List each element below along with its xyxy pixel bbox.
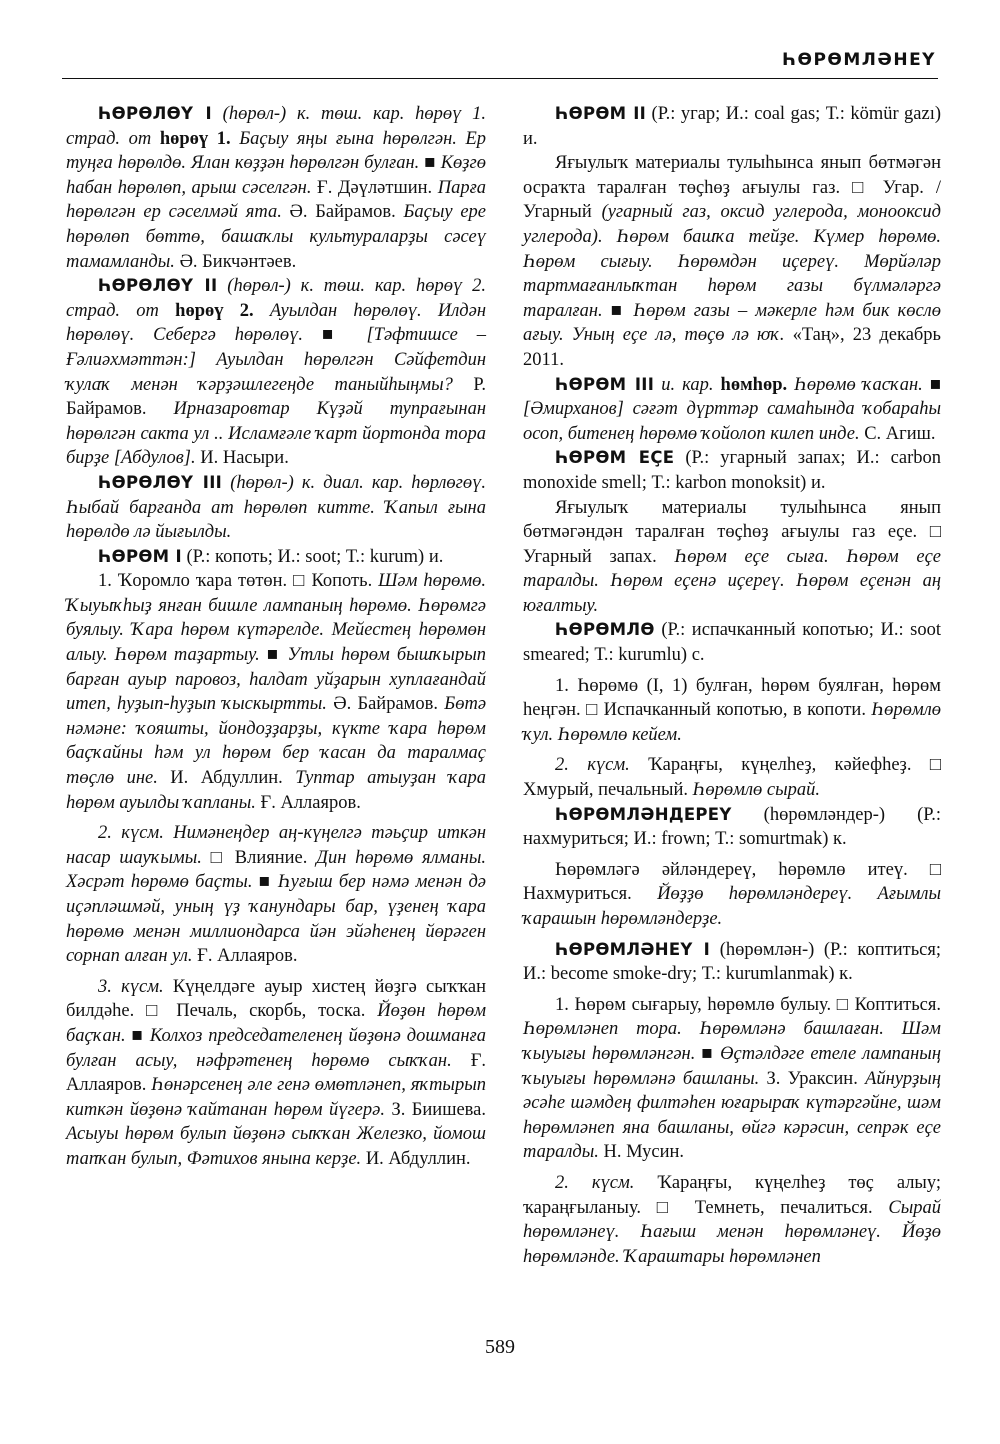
example: Утлы һөрөм бышҡырып барған ауыр паровоз, һалдат уйҙарын хуплағандай итеп, һуҙып-һуҙып ҡыскыртты. <box>66 645 486 715</box>
box-icon: □ <box>836 994 849 1015</box>
russian-equivalent-note: (угарный газ, оксид углерода, монооксид углерода). <box>523 202 942 247</box>
russian-equivalent: Копоть. <box>311 571 373 592</box>
entry-horom-ese <box>523 446 941 495</box>
russian-equivalent: Испачканный копотью, в копоти. <box>603 700 866 721</box>
sense-paragraph <box>523 753 941 802</box>
example: Һөрөм еҫе сыға. Һөрөм еҫе таралды. Һөрөм еҫенә иҫереү. Һөрөм еҫенән аң юғалтыу. <box>523 546 942 616</box>
sense-paragraph <box>66 569 486 815</box>
example: Көҙгө һабан һөрөлөп, арыш сәселгән. <box>66 153 486 198</box>
box-icon: □ <box>852 177 871 198</box>
sense-label: 2. күсм. <box>98 823 164 844</box>
sense-paragraph <box>523 151 941 372</box>
example: Һөрөм газы – мәкерле һәм бик көслө ағыу. Уның еҫе лә, төҫө лә юҡ. <box>523 300 941 346</box>
sense-label: 1. Ҡоромло ҡара төтөн. <box>98 571 288 592</box>
grammar-label: (һөрөмлән-) (Р.: коптиться; И.: become smoke-dry; Т.: kurumlanmak) к. <box>523 939 941 985</box>
example: Дин һөрөмө ялманы. Хәсрәт һөрөмө баҫты. <box>66 847 487 893</box>
example-marker: ■ <box>929 374 942 395</box>
right-column <box>523 102 941 1269</box>
author: Ә. Байрамов. <box>333 694 438 715</box>
grammar-label: (Р.: копоть; И.: soot; Т.: kurum) и. <box>186 546 444 567</box>
definition: Нимәнеңдер аң-күңелгә тәьҫир иткән насар шауҡымы. <box>66 823 487 868</box>
entry-horom-3 <box>523 373 941 447</box>
example: Йөҙөн һөрөм баҫҡан. <box>66 1001 487 1046</box>
example-marker: ■ <box>266 645 281 666</box>
sense-paragraph <box>523 1171 941 1269</box>
grammar-label: (һөрөл-) к. диал. кар. һөрлөгөү. <box>230 472 487 493</box>
headword: ҺӨРӨЛӨҮ I <box>98 104 212 123</box>
example: Һыбай барғанда ат һөрөлөп китте. Ҡапыл ғына һөрөлдө лә йығылды. <box>66 497 486 543</box>
sense-label: 1. страд. от <box>66 104 487 149</box>
author: Ғ. Дәүләтшин. <box>317 177 433 198</box>
example: Һөнәрсенең әле генә өмөтләнеп, яҡтырып киткән йөҙөнә ҡайтанан һөрөм йүгерә. <box>66 1075 486 1120</box>
entry-horoloy-3 <box>66 471 486 545</box>
example: Һөрөмлө ҡул. Һөрөмлө кейем. <box>523 700 942 745</box>
headword: ҺӨРӨМ III <box>555 374 655 394</box>
sense-label: 2. страд. от <box>66 276 487 321</box>
author: Ә. Бикчәнтәев. <box>179 251 297 272</box>
example: Шәм һөрөмө. Ҡыуыҡһыҙ янған бишле лампаның һөрөмө. Һөрөмгә буялыу. Ҡара һөрөм күтәрелде. Мейестең һөрөмөн алыу. Һөрөм таҙартыу. <box>66 571 487 666</box>
definition: Ҡараңғы, күңелһеҙ төҫ алыу; ҡараңғыланыу. <box>523 1172 942 1218</box>
box-icon: □ <box>586 700 599 721</box>
sense-label: 1. <box>555 675 569 696</box>
russian-equivalent: Угарный запах. <box>523 546 657 567</box>
example: Һөрөмлө сырай. <box>692 780 820 801</box>
sense-paragraph <box>523 496 941 619</box>
example: Айнурҙың әсәһе шәмдең филтәһен юғарыраҡ күтәргәйне, шәм һөрөмләнеп яна башланы, өйгә кәрәсин, сепрәк еҫе таралды. <box>523 1068 941 1163</box>
example-marker: ■ <box>258 872 272 893</box>
box-icon: □ <box>146 1001 165 1022</box>
box-icon: □ <box>929 859 941 880</box>
headword: ҺӨРӨМЛӘНЕҮ I <box>555 939 711 959</box>
headword: ҺӨРӨМЛӘНДЕРЕҮ <box>555 804 732 824</box>
example: [Тәфтишсе – Ғәлиәхмәттән:] Ауылдан һөрөлгән Сәйфетдин ҡулаҡ менән ҡәрҙәшлегеңде таныйһыңмы? <box>66 325 487 395</box>
example: Бөтә нәмәне: ҡояшты, йондоҙҙарҙы, күкте ҡара һөрөм баҫҡайны һәм ул һөрөм бер ҡасан да таралмаҫ төҫлө ине. <box>66 694 487 789</box>
author: Р. Байрамов. <box>66 374 486 420</box>
sense-paragraph <box>523 674 941 748</box>
grammar-label: (һөрөл-) к. төш. кар. һөрөү <box>227 276 463 297</box>
sense-label: 2. күсм. <box>555 1172 635 1193</box>
headword: ҺӨРӨМ ЕҪЕ <box>555 448 675 468</box>
header-rule <box>62 78 938 79</box>
headword: ҺӨРӨМЛӨ <box>555 620 655 640</box>
russian-equivalent: Коптиться. <box>854 994 941 1015</box>
russian-equivalent: Влияние. <box>234 847 308 868</box>
definition: Күңелдәге ауыр хистең йөҙгә сыҡҡан билдәһе. <box>66 976 487 1022</box>
example: Колхоз председателенең йөҙөнә дошманға булған асыу, нәфрәтенең һөрөмө сыҡҡан. <box>66 1025 487 1071</box>
russian-equivalent: Печаль, скорбь, тоска. <box>176 1001 366 1022</box>
definition: Яғыулыҡ материалы тулыһынса янып бөтмәгәндән таралған төҫһөҙ ағыулы газ еҫе. <box>523 497 941 543</box>
cross-reference: һөрөү 1. <box>159 128 231 149</box>
cross-reference: һөрөү 2. <box>175 300 254 321</box>
example-marker: ■ <box>701 1043 715 1064</box>
running-head: ҺӨРӨМЛӘНЕҮ <box>782 50 936 70</box>
author: З. Ураксин. <box>766 1068 858 1089</box>
russian-equivalent: Угар. / Угарный <box>523 177 942 223</box>
example: Асыуы һөрөм булып йөҙөнә сыҡҡан Железко, йомош тапҡан булып, Фәтихов янына керҙе. <box>66 1124 486 1169</box>
definition: Һөрөм сығарыу, һөрөмлө булыу. <box>574 994 832 1015</box>
sense-label: 1. <box>555 994 569 1015</box>
sense-paragraph <box>523 858 941 932</box>
definition: Һөрөмләгә әйләндереү, һөрөмлө итеү. <box>555 859 908 880</box>
sense-paragraph <box>66 821 486 969</box>
entry-horoloy-1 <box>66 102 486 274</box>
entry-horom-2 <box>523 102 941 151</box>
example: Ирназаровтар Күҙәй тупрағынан һөрөлгән сакта ул .. Исламғәле ҡарт йортонда тора бирҙе [Абдулов]. <box>66 399 486 469</box>
grammar-label: (Р.: испачканный копотью; И.: soot smeared; Т.: kurumlu) с. <box>523 620 942 666</box>
example: Өҫтәлдәге етеле лампаның ҡыуығы һөрөмләнә башланы. <box>523 1043 942 1089</box>
headword: ҺӨРӨЛӨҮ III <box>98 472 223 492</box>
example: Һөрөмө ҡасҡан. <box>794 374 923 395</box>
entry-horomlenderey <box>523 803 941 852</box>
definition: Һөрөмө (I, 1) булған, һөрөм буялған, һөрөм һеңгән. <box>523 675 942 721</box>
russian-equivalent: Темнеть, печалиться. <box>694 1197 873 1218</box>
example: [Әмирханов] сәғәт дүрттәр самаһында ҡобараһы осоп, битенең һөрөмө ҡойолоп килеп инде. <box>523 399 941 444</box>
grammar-label: (Р.: угарный запах; И.: carbon monoxide smell; Т.: karbon monoksit) и. <box>523 448 942 493</box>
author: Ә. Байрамов. <box>289 202 396 223</box>
author: И. Насыри. <box>200 448 289 469</box>
example: Һөрөмләнеп тора. Һөрөмләнә башлаған. Шәм ҡыуығы һөрөмләнгән. <box>523 1019 941 1064</box>
example: Ауылдан һөрөлөү. Илдән һөрөлөү. Себергә һөрөлөү. <box>66 300 487 346</box>
example: Һуғыш бер нәмә менән дә иҫәпләшмәй, уның үҙ ҡанундары бар, үҙенең ҡара һөрөмө менән миллиондарса йән эйәһенең йөрәген сорнап алған ул. <box>66 872 487 967</box>
example: Туптар атыуҙан ҡара һөрөм ауылды ҡапланы. <box>66 768 487 813</box>
left-column <box>66 102 486 1172</box>
russian-equivalent: Хмурый, печальный. <box>523 780 689 801</box>
grammar-label: (һөрөл-) к. төш. кар. һөрөү <box>222 104 462 124</box>
entry-horomleney-1 <box>523 938 941 987</box>
author: Ғ. Аллаяров. <box>260 792 361 813</box>
russian-equivalent: Нахмуриться. <box>523 884 632 905</box>
example: Һөрөм башҡа тейҙе. Күмер һөрөмө. Һөрөм сығыу. Һөрөмдән иҫереү. Мөрйәләр тартмағанлыҡтан һөрөм газы бүлмәләргә таралған. <box>523 226 941 321</box>
example-marker: ■ <box>610 300 626 321</box>
sense-paragraph <box>523 993 941 1165</box>
grammar-label: и. кар. <box>661 374 714 395</box>
definition: Ҡараңғы, күңелһеҙ, кәйефһеҙ. <box>648 755 912 776</box>
entry-horoloy-2 <box>66 274 486 471</box>
example: Парға һөрөлгән ер сәселмәй ята. <box>66 177 487 223</box>
author: И. Абдуллин. <box>170 768 283 789</box>
entry-horom-1 <box>66 545 486 570</box>
example-marker: ■ <box>131 1025 144 1046</box>
grammar-label: (һөрөмләндер-) (Р.: нахмуриться; И.: frown; Т.: somurtmak) к. <box>523 804 942 850</box>
definition: Яғыулыҡ материалы тулыһынса янып бөтмәгән осраҡта таралған төҫһөҙ ағыулы газ. <box>523 153 941 198</box>
cross-reference: һөмһөр. <box>720 374 788 395</box>
example-marker: ■ <box>424 153 436 174</box>
example-marker: ■ <box>321 325 348 346</box>
author: Ғ. Аллаяров. <box>66 1050 487 1096</box>
sense-label: 2. күсм. <box>555 755 630 776</box>
headword: ҺӨРӨМ II <box>555 104 647 123</box>
box-icon: □ <box>293 571 306 592</box>
sense-label: 3. күсм. <box>98 976 164 997</box>
example: Йөҙҙө һөрөмләндереү. Ағымлы ҡарашын һөрөмләндерҙе. <box>523 884 942 929</box>
headword: ҺӨРӨЛӨҮ II <box>98 276 218 296</box>
author: Н. Мусин. <box>603 1142 685 1163</box>
author: Ғ. Аллаяров. <box>197 946 298 967</box>
grammar-label: (Р.: угар; И.: coal gas; Т.: kömür gazı) и. <box>523 104 942 149</box>
box-icon: □ <box>929 755 942 776</box>
example: Баҫыу яңы ғына һөрөлгән. Ер туңға һөрөлдө. Ялан көҙҙән һөрөлгән булған. <box>66 128 487 174</box>
box-icon: □ <box>210 847 226 868</box>
author: И. Абдуллин. <box>365 1148 471 1169</box>
example: Баҫыу ере һөрөлөп бөттө, башаҡлы культураларҙы сәсеү тамамланды. <box>66 202 486 272</box>
example: Сырай һөрөмләнеү. Һағыш менән һөрөмләнеү. Йөҙө һөрөмләнде. Ҡараштары һөрөмләнеп <box>523 1197 942 1267</box>
box-icon: □ <box>656 1197 680 1218</box>
box-icon: □ <box>929 522 942 543</box>
sense-paragraph <box>66 975 486 1172</box>
author: З. Биишева. <box>391 1099 486 1120</box>
entry-horomlo <box>523 618 941 667</box>
headword: ҺӨРӨМ I <box>98 546 182 566</box>
author: «Таң», 23 декабрь 2011. <box>523 325 941 370</box>
page-number: 589 <box>485 1336 515 1358</box>
author: С. Агиш. <box>864 423 936 444</box>
